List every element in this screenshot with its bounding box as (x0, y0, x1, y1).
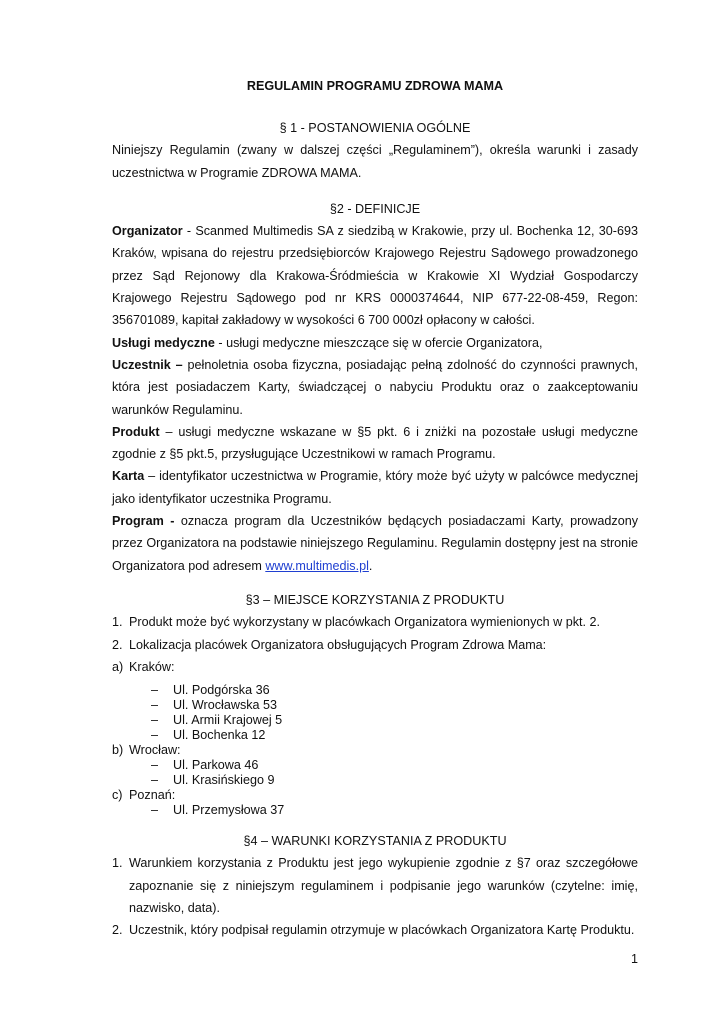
list-item: 1. Produkt może być wykorzystany w placówkach Organizatora wymienionych w pkt. 2. (112, 615, 601, 630)
dash-icon: – (151, 683, 159, 698)
list-item: 2. Lokalizacja placówek Organizatora obsługujących Program Zdrowa Mama: (112, 637, 547, 652)
city-krakow: a) Kraków: (112, 659, 175, 674)
dash-icon: – (151, 803, 159, 818)
dash-icon: – (151, 713, 159, 728)
term-organizator: Organizator (112, 224, 183, 239)
dash-icon: – (151, 773, 159, 788)
term-produkt: Produkt (112, 424, 160, 439)
definition-program (112, 510, 638, 577)
list-item: – Ul. Bochenka 12 (151, 728, 266, 743)
term-program: Program - (112, 514, 175, 529)
section-1-heading: § 1 - POSTANOWIENIA OGÓLNE (279, 121, 471, 135)
dash-icon: – (151, 728, 159, 743)
definition-uslugi-text: - usługi medyczne mieszczące się w ofercie Organizatora, (214, 335, 543, 350)
page-number: 1 (631, 952, 639, 966)
definition-organizator-text: - Scanmed Multimedis SA z siedzibą w Krakowie, przy ul. Bochenka 12, 30-693 Kraków, wpisana do rejestru przedsiębiorców Krajowego Rejestru Sądowego prowadzonego przez Sąd Rejonowy dla Krakowa-Śródmieścia w Krakowie XI Wydział Gospodarczy Krajowego Rejestru Sądowego pod nr KRS 0000374644, NIP 677-22-08-459, Regon: 356701089, kapitał zakładowy w wysokości 6 700 000zł opłacony w całości. (112, 224, 638, 328)
document-page (112, 76, 638, 942)
term-karta: Karta (112, 469, 145, 484)
list-item: – Ul. Armii Krajowej 5 (151, 713, 283, 728)
list-item: – Ul. Wrocławska 53 (151, 698, 278, 713)
section-2-heading: §2 - DEFINICJE (329, 201, 421, 216)
multimedis-link[interactable]: www.multimedis.pl (265, 558, 369, 573)
document-title: REGULAMIN PROGRAMU ZDROWA MAMA (246, 79, 504, 93)
definition-karta (112, 465, 638, 510)
list-item: – Ul. Przemysłowa 37 (151, 803, 285, 818)
dash-icon: – (151, 698, 159, 713)
section-4-heading: §4 – WARUNKI KORZYSTANIA Z PRODUKTU (243, 834, 507, 849)
list-item: – Ul. Krasińskiego 9 (151, 773, 275, 788)
term-uczestnik: Uczestnik – (112, 357, 183, 372)
definition-program-end: . (368, 558, 373, 573)
list-item: – Ul. Parkowa 46 (151, 758, 259, 773)
definition-organizator (112, 220, 638, 331)
definition-uslugi (112, 332, 638, 354)
city-wroclaw: b) Wrocław: (112, 743, 181, 758)
list-item: 1. Warunkiem korzystania z Produktu jest jego wykupienie zgodnie z §7 oraz szczegółowe zapoznanie się z niniejszym regulaminem i podpisanie jego warunków (czytelne: imię, nazwisko, data). (112, 856, 638, 916)
definition-uczestnik (112, 354, 638, 421)
section-3-heading: §3 – MIEJSCE KORZYSTANIA Z PRODUKTU (245, 592, 505, 607)
list-item: – Ul. Podgórska 36 (151, 683, 270, 698)
definition-produkt-text: – usługi medyczne wskazane w §5 pkt. 6 i zniżki na pozostałe usługi medyczne zgodnie z §5 pkt.5, przysługujące Uczestnikowi w ramach Programu. (112, 424, 638, 462)
definition-produkt (112, 421, 638, 466)
dash-icon: – (151, 758, 159, 773)
definition-program-text: oznacza program dla Uczestników będących posiadaczami Karty, prowadzony przez Organizatora na podstawie niniejszego Regulaminu. Regulamin dostępny jest na stronie Organizatora pod adresem (112, 514, 638, 573)
term-uslugi: Usługi medyczne (112, 335, 215, 350)
definition-karta-text: – identyfikator uczestnictwa w Programie, który może być użyty w palcówce medycznej jako identyfikator uczestnika Programu. (112, 469, 638, 506)
definition-uczestnik-text: pełnoletnia osoba fizyczna, posiadając pełną zdolność do czynności prawnych, która jest posiadaczem Karty, świadczącej o nabyciu Produktu oraz o zaakceptowaniu warunków Regulaminu. (112, 357, 638, 417)
list-item: 2. Uczestnik, który podpisał regulamin otrzymuje w placówkach Organizatora Kartę Produktu. (112, 923, 635, 938)
city-poznan: c) Poznań: (112, 788, 176, 803)
section-1-text: Niniejszy Regulamin (zwany w dalszej części „Regulaminem”), określa warunki i zasady uczestnictwa w Programie ZDROWA MAMA. (112, 143, 638, 180)
